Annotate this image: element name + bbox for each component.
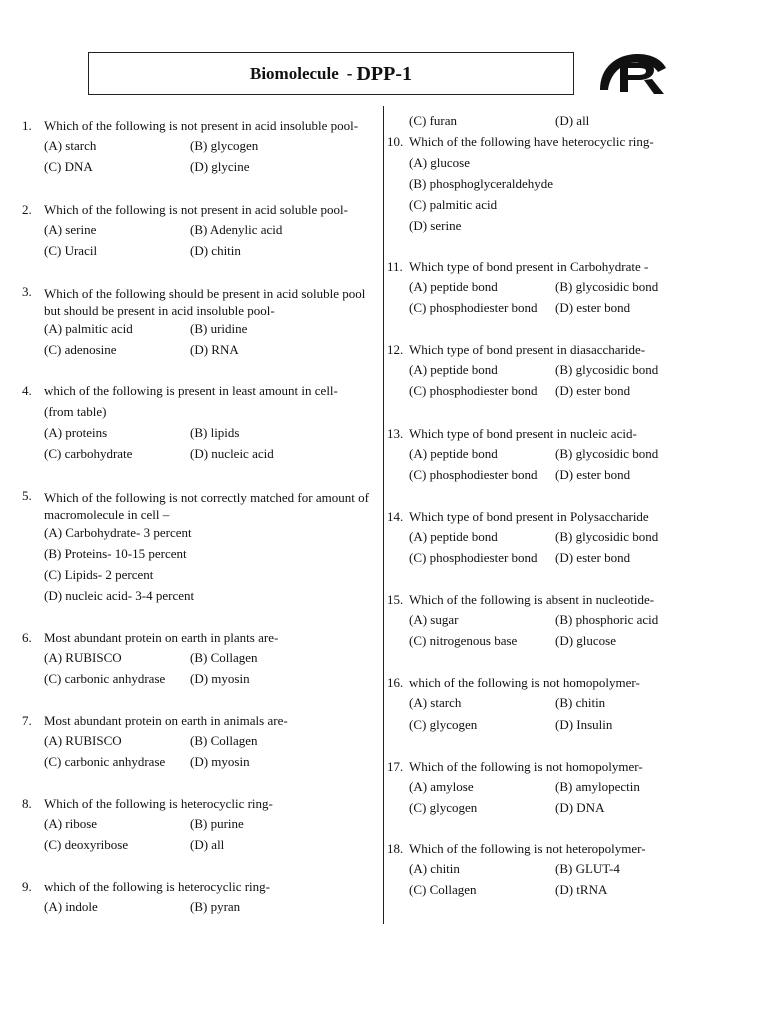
- question-16: [387, 676, 757, 736]
- option-c: (C) phosphodiester bond: [409, 467, 538, 482]
- option-d: (D) serine: [409, 218, 462, 233]
- question-text: Which of the following is not correctly matched for amount of macromolecule in cell –: [44, 490, 369, 522]
- option-a: (A) peptide bond: [409, 446, 498, 461]
- option-d: (D) nucleic acid- 3-4 percent: [44, 588, 195, 603]
- question-4: [22, 384, 377, 464]
- publisher-logo: [598, 50, 668, 94]
- option-c: (C) Collagen: [409, 882, 477, 897]
- question-11: [387, 260, 757, 320]
- option-b: (B) amylopectin: [555, 779, 640, 794]
- option-c: (C) glycogen: [409, 800, 478, 815]
- question-subtext: (from table): [44, 404, 107, 419]
- question-5: [22, 489, 377, 609]
- question-8: [22, 797, 377, 857]
- question-18: [387, 842, 757, 902]
- option-d: (D) tRNA: [555, 882, 608, 897]
- question-text: which of the following is not homopolymer-: [409, 675, 640, 690]
- question-number: 15.: [387, 592, 404, 607]
- option-a: (A) sugar: [409, 612, 459, 627]
- option-a: (A) peptide bond: [409, 529, 498, 544]
- question-text: Which of the following is heterocyclic ring-: [44, 796, 273, 811]
- question-9-continued: [387, 114, 757, 130]
- option-d: (D) glucose: [555, 633, 617, 648]
- question-text: Which of the following is not heteropolymer-: [409, 841, 646, 856]
- column-divider: [383, 106, 384, 924]
- option-b: (B) glycosidic bond: [555, 529, 659, 544]
- option-b: (B) chitin: [555, 695, 606, 710]
- option-d: (D) nucleic acid: [190, 446, 274, 461]
- question-text: Which of the following is not present in acid insoluble pool-: [44, 118, 359, 133]
- question-15: [387, 593, 757, 653]
- question-9: [22, 880, 377, 920]
- question-number: 16.: [387, 675, 404, 690]
- option-a: (A) chitin: [409, 861, 460, 876]
- option-b: (B) phosphoric acid: [555, 612, 659, 627]
- question-13: [387, 427, 757, 487]
- option-d: (D) ester bond: [555, 300, 631, 315]
- question-text: Which of the following is not homopolymer-: [409, 759, 643, 774]
- option-d: (D) glycine: [190, 159, 250, 174]
- option-a: (A) palmitic acid: [44, 321, 133, 336]
- option-c: (C) Uracil: [44, 243, 98, 258]
- question-number: 6.: [22, 630, 32, 645]
- option-b: (B) Adenylic acid: [190, 222, 283, 237]
- question-number: 12.: [387, 342, 404, 357]
- question-text: Which of the following is not present in acid soluble pool-: [44, 202, 348, 217]
- option-b: (B) GLUT-4: [555, 861, 620, 876]
- option-d: (D) myosin: [190, 754, 250, 769]
- question-number: 4.: [22, 383, 32, 398]
- option-a: (A) Carbohydrate- 3 percent: [44, 525, 192, 540]
- option-a: (A) amylose: [409, 779, 474, 794]
- title-separator: -: [346, 64, 353, 83]
- title-box: [88, 52, 574, 95]
- question-text: Which type of bond present in diasaccharide-: [409, 342, 646, 357]
- option-b: (B) glycosidic bond: [555, 362, 659, 377]
- question-number: 10.: [387, 134, 404, 149]
- option-d: (D) all: [555, 113, 590, 128]
- question-2: [22, 203, 377, 263]
- question-text: which of the following is present in least amount in cell-: [44, 383, 338, 398]
- option-b: (B) glycosidic bond: [555, 279, 659, 294]
- question-6: [22, 631, 377, 691]
- option-d: (D) RNA: [190, 342, 239, 357]
- question-text: Most abundant protein on earth in animals are-: [44, 713, 288, 728]
- option-d: (D) myosin: [190, 671, 250, 686]
- option-d: (D) Insulin: [555, 717, 613, 732]
- title-dpp: DPP-1: [356, 62, 412, 85]
- option-b: (B) uridine: [190, 321, 248, 336]
- option-a: (A) RUBISCO: [44, 733, 122, 748]
- option-d: (D) all: [190, 837, 225, 852]
- question-text: Most abundant protein on earth in plants are-: [44, 630, 279, 645]
- question-text: Which type of bond present in Carbohydrate -: [409, 259, 649, 274]
- option-b: (B) phosphoglyceraldehyde: [409, 176, 554, 191]
- option-a: (A) glucose: [409, 155, 471, 170]
- option-b: (B) purine: [190, 816, 244, 831]
- option-c: (C) phosphodiester bond: [409, 550, 538, 565]
- option-c: (C) Lipids- 2 percent: [44, 567, 154, 582]
- option-d: (D) ester bond: [555, 383, 631, 398]
- question-number: 13.: [387, 426, 404, 441]
- option-c: (C) carbohydrate: [44, 446, 133, 461]
- question-number: 5.: [22, 488, 32, 503]
- question-text: which of the following is heterocyclic ring-: [44, 879, 270, 894]
- question-number: 3.: [22, 284, 32, 299]
- option-d: (D) ester bond: [555, 467, 631, 482]
- question-12: [387, 343, 757, 403]
- option-a: (A) peptide bond: [409, 279, 498, 294]
- option-b: (B) glycosidic bond: [555, 446, 659, 461]
- option-c: (C) adenosine: [44, 342, 117, 357]
- option-a: (A) RUBISCO: [44, 650, 122, 665]
- option-c: (C) DNA: [44, 159, 93, 174]
- question-1: [22, 119, 377, 179]
- option-a: (A) indole: [44, 899, 98, 914]
- option-d: (D) ester bond: [555, 550, 631, 565]
- option-c: (C) deoxyribose: [44, 837, 129, 852]
- question-text: Which of the following have heterocyclic ring-: [409, 134, 654, 149]
- question-number: 2.: [22, 202, 32, 217]
- question-text: Which of the following is absent in nucleotide-: [409, 592, 655, 607]
- question-10: [387, 135, 757, 235]
- option-c: (C) nitrogenous base: [409, 633, 518, 648]
- question-14: [387, 510, 757, 570]
- option-c: (C) glycogen: [409, 717, 478, 732]
- option-c: (C) phosphodiester bond: [409, 383, 538, 398]
- option-a: (A) starch: [409, 695, 462, 710]
- question-number: 7.: [22, 713, 32, 728]
- question-number: 8.: [22, 796, 32, 811]
- option-b: (B) Proteins- 10-15 percent: [44, 546, 187, 561]
- question-7: [22, 714, 377, 774]
- option-c: (C) phosphodiester bond: [409, 300, 538, 315]
- question-number: 1.: [22, 118, 32, 133]
- question-17: [387, 760, 757, 820]
- option-b: (B) Collagen: [190, 650, 258, 665]
- option-a: (A) ribose: [44, 816, 98, 831]
- question-number: 9.: [22, 879, 32, 894]
- option-c: (C) carbonic anhydrase: [44, 671, 166, 686]
- option-a: (A) serine: [44, 222, 97, 237]
- option-b: (B) pyran: [190, 899, 241, 914]
- question-number: 17.: [387, 759, 404, 774]
- question-number: 18.: [387, 841, 404, 856]
- question-number: 14.: [387, 509, 404, 524]
- question-number: 11.: [387, 259, 403, 274]
- option-a: (A) starch: [44, 138, 97, 153]
- question-3: [22, 285, 377, 361]
- option-a: (A) proteins: [44, 425, 108, 440]
- question-text: Which of the following should be present in acid soluble pool but should be present in acid insoluble pool-: [44, 286, 366, 318]
- page-title: Biomolecule: [250, 64, 339, 83]
- option-b: (B) lipids: [190, 425, 240, 440]
- option-d: (D) DNA: [555, 800, 605, 815]
- option-a: (A) peptide bond: [409, 362, 498, 377]
- option-c: (C) furan: [409, 113, 458, 128]
- question-text: Which type of bond present in Polysaccharide: [409, 509, 649, 524]
- question-text: Which type of bond present in nucleic acid-: [409, 426, 637, 441]
- option-b: (B) glycogen: [190, 138, 259, 153]
- option-b: (B) Collagen: [190, 733, 258, 748]
- option-c: (C) palmitic acid: [409, 197, 498, 212]
- option-d: (D) chitin: [190, 243, 241, 258]
- option-c: (C) carbonic anhydrase: [44, 754, 166, 769]
